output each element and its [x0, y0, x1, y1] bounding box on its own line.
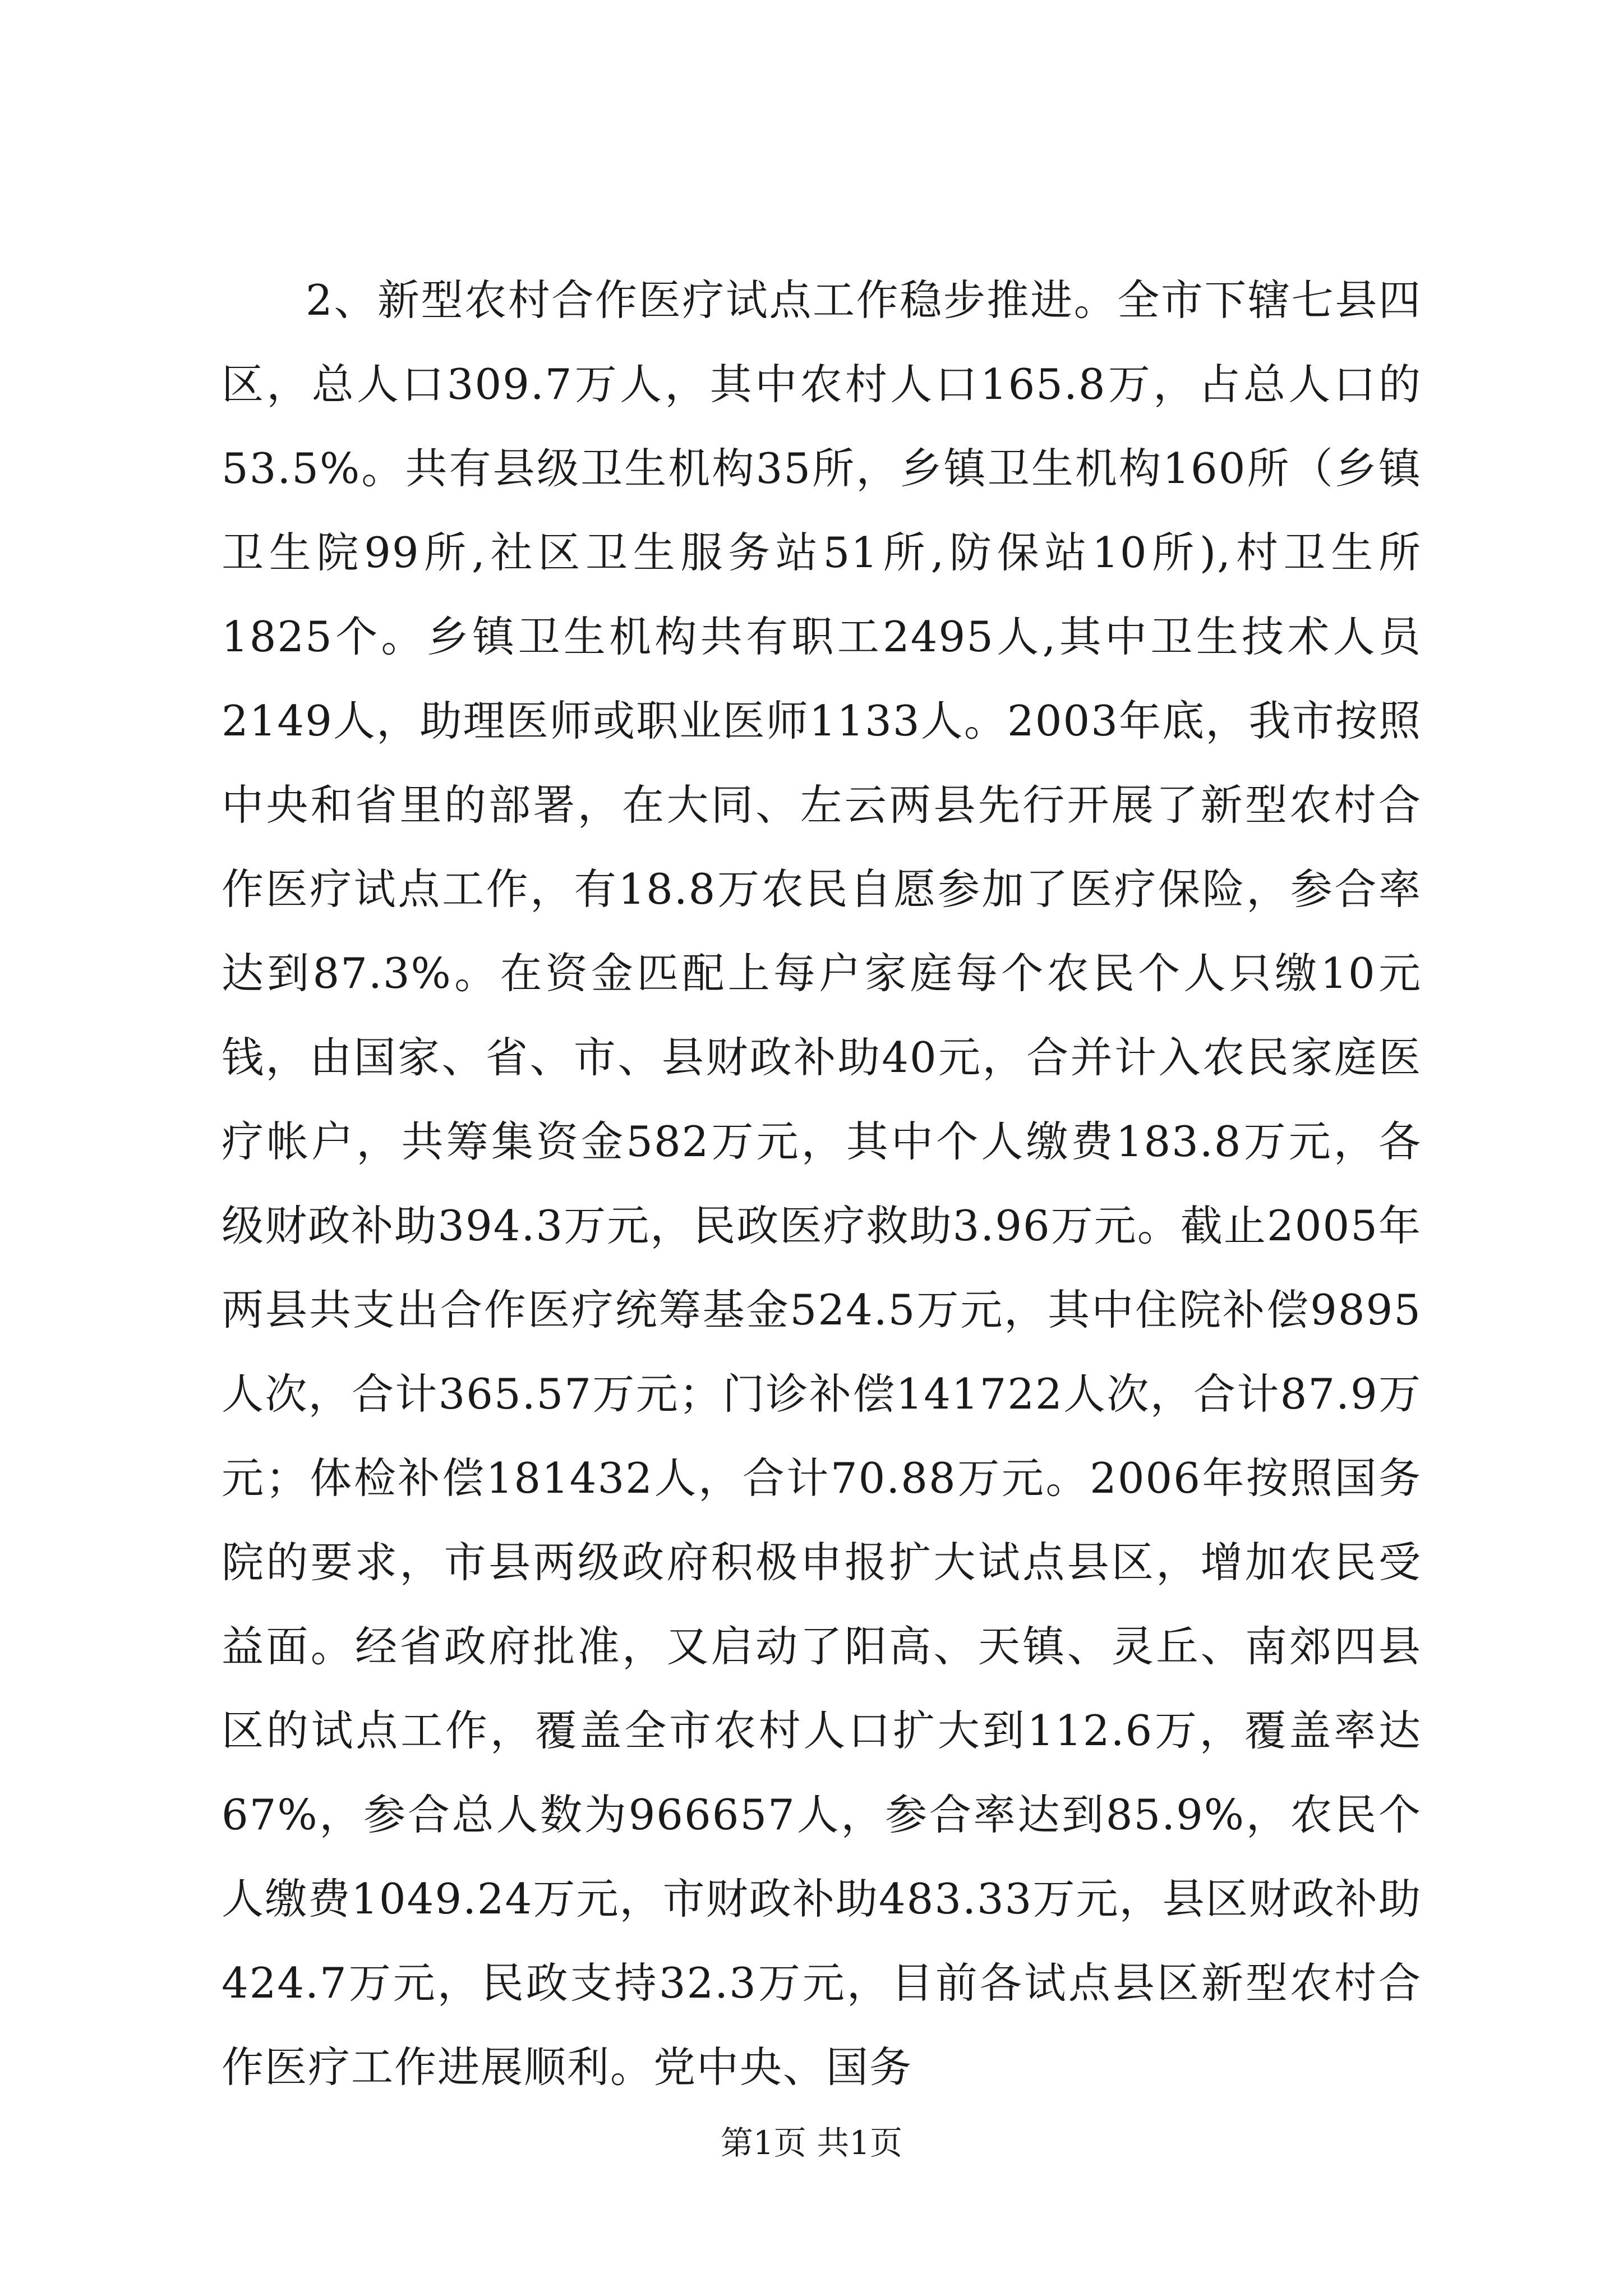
page-footer: 第1页 共1页	[720, 2124, 903, 2162]
body-paragraph: 2、新型农村合作医疗试点工作稳步推进。全市下辖七县四区，总人口309.7万人，其中农村人口165.8万，占总人口的53.5%。共有县级卫生机构35所，乡镇卫生机构160所（乡镇卫生院99所,社区卫生服务站51所,防保站10所),村卫生所1825个。乡镇卫生机构共有职工2495人,其中卫生技术人员2149人，助理医师或职业医师1133人。2003年底，我市按照中央和省里的部署，在大同、左云两县先行开展了新型农村合作医疗试点工作，有18.8万农民自愿参加了医疗保险，参合率达到87.3%。在资金匹配上每户家庭每个农民个人只缴10元钱，由国家、省、市、县财政补助40元，合并计入农民家庭医疗帐户，共筹集资金582万元，其中个人缴费183.8万元，各级财政补助394.3万元，民政医疗救助3.96万元。截止2005年两县共支出合作医疗统筹基金524.5万元，其中住院补偿9895人次，合计365.57万元；门诊补偿141722人次，合计87.9万元；体检补偿181432人，合计70.88万元。2006年按照国务院的要求，市县两级政府积极申报扩大试点县区，增加农民受益面。经省政府批准，又启动了阳高、天镇、灵丘、南郊四县区的试点工作，覆盖全市农村人口扩大到112.6万，覆盖率达67%，参合总人数为966657人，参合率达到85.9%，农民个人缴费1049.24万元，市财政补助483.33万元，县区财政补助424.7万元，民政支持32.3万元，目前各试点县区新型农村合作医疗工作进展顺利。党中央、国务	[222, 275, 1422, 2092]
